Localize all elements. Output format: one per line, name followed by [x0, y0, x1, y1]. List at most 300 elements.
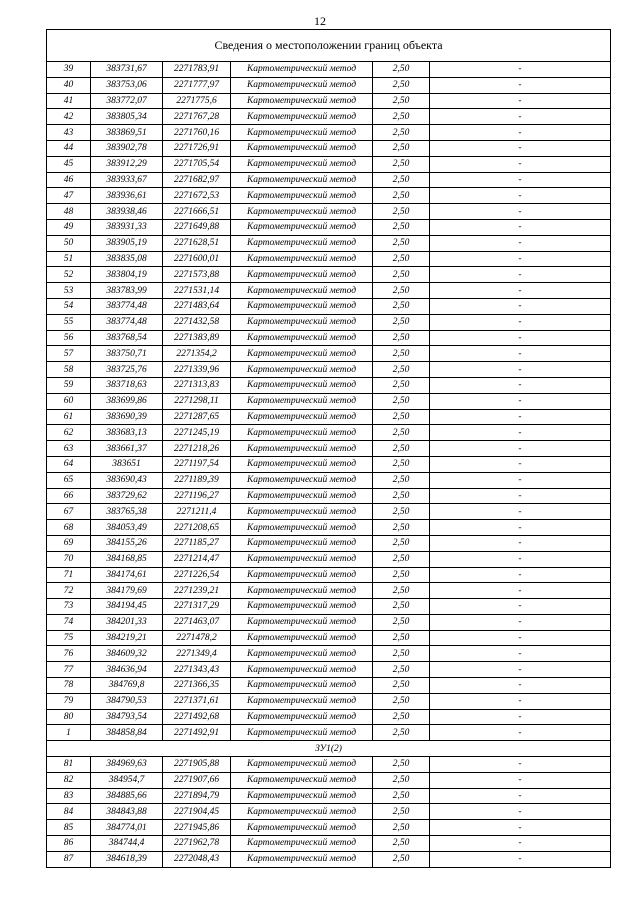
description-cell: - — [430, 267, 611, 283]
y-coordinate-cell: 2271666,51 — [163, 204, 231, 220]
table-row — [47, 172, 611, 188]
accuracy-cell: 2,50 — [373, 204, 430, 220]
y-coordinate-cell: 2271905,88 — [163, 757, 231, 773]
table-row — [47, 362, 611, 378]
table-row — [47, 267, 611, 283]
x-coordinate-cell: 384618,39 — [91, 851, 163, 867]
method-cell: Картометрический метод — [231, 646, 373, 662]
accuracy-cell: 2,50 — [373, 709, 430, 725]
accuracy-cell: 2,50 — [373, 820, 430, 836]
method-cell: Картометрический метод — [231, 362, 373, 378]
point-number-cell: 85 — [47, 820, 91, 836]
y-coordinate-cell: 2271478,2 — [163, 630, 231, 646]
x-coordinate-cell: 383783,99 — [91, 283, 163, 299]
method-cell: Картометрический метод — [231, 314, 373, 330]
x-coordinate-cell: 383774,48 — [91, 314, 163, 330]
method-cell: Картометрический метод — [231, 219, 373, 235]
x-coordinate-cell: 384053,49 — [91, 520, 163, 536]
description-cell: - — [430, 235, 611, 251]
method-cell: Картометрический метод — [231, 204, 373, 220]
point-number-cell: 44 — [47, 140, 91, 156]
accuracy-cell: 2,50 — [373, 362, 430, 378]
description-cell: - — [430, 488, 611, 504]
table-row — [47, 346, 611, 362]
method-cell: Картометрический метод — [231, 662, 373, 678]
table-row — [47, 425, 611, 441]
table-row — [47, 488, 611, 504]
table-row — [47, 788, 611, 804]
table-row — [47, 62, 611, 78]
point-number-cell: 52 — [47, 267, 91, 283]
method-cell: Картометрический метод — [231, 393, 373, 409]
description-cell: - — [430, 851, 611, 867]
table-row — [47, 725, 611, 741]
point-number-cell: 48 — [47, 204, 91, 220]
y-coordinate-cell: 2271775,6 — [163, 93, 231, 109]
method-cell: Картометрический метод — [231, 788, 373, 804]
accuracy-cell: 2,50 — [373, 646, 430, 662]
accuracy-cell: 2,50 — [373, 441, 430, 457]
table-row — [47, 204, 611, 220]
point-number-cell: 67 — [47, 504, 91, 520]
accuracy-cell: 2,50 — [373, 583, 430, 599]
table-row — [47, 77, 611, 93]
point-number-cell: 81 — [47, 757, 91, 773]
description-cell: - — [430, 377, 611, 393]
description-cell: - — [430, 156, 611, 172]
accuracy-cell: 2,50 — [373, 251, 430, 267]
description-cell: - — [430, 62, 611, 78]
description-cell: - — [430, 109, 611, 125]
method-cell: Картометрический метод — [231, 614, 373, 630]
description-cell: - — [430, 251, 611, 267]
y-coordinate-cell: 2271298,11 — [163, 393, 231, 409]
y-coordinate-cell: 2271239,21 — [163, 583, 231, 599]
method-cell: Картометрический метод — [231, 583, 373, 599]
y-coordinate-cell: 2271366,35 — [163, 678, 231, 694]
table-row — [47, 820, 611, 836]
y-coordinate-cell: 2271705,54 — [163, 156, 231, 172]
accuracy-cell: 2,50 — [373, 93, 430, 109]
y-coordinate-cell: 2271317,29 — [163, 599, 231, 615]
description-cell: - — [430, 77, 611, 93]
method-cell: Картометрический метод — [231, 298, 373, 314]
table-row — [47, 456, 611, 472]
description-cell: - — [430, 662, 611, 678]
point-number-cell: 49 — [47, 219, 91, 235]
x-coordinate-cell: 384194,45 — [91, 599, 163, 615]
accuracy-cell: 2,50 — [373, 109, 430, 125]
method-cell: Картометрический метод — [231, 567, 373, 583]
method-cell: Картометрический метод — [231, 409, 373, 425]
x-coordinate-cell: 384744,4 — [91, 836, 163, 852]
description-cell: - — [430, 646, 611, 662]
description-cell: - — [430, 567, 611, 583]
accuracy-cell: 2,50 — [373, 125, 430, 141]
table-row — [47, 314, 611, 330]
y-coordinate-cell: 2271371,61 — [163, 693, 231, 709]
table-row — [47, 93, 611, 109]
y-coordinate-cell: 2271208,65 — [163, 520, 231, 536]
accuracy-cell: 2,50 — [373, 836, 430, 852]
y-coordinate-cell: 2271226,54 — [163, 567, 231, 583]
x-coordinate-cell: 383936,61 — [91, 188, 163, 204]
table-caption: Сведения о местоположении границ объекта — [47, 30, 611, 62]
section-label: ЗУ1(2) — [47, 741, 611, 757]
point-number-cell: 57 — [47, 346, 91, 362]
x-coordinate-cell: 384793,54 — [91, 709, 163, 725]
method-cell: Картометрический метод — [231, 836, 373, 852]
point-number-cell: 62 — [47, 425, 91, 441]
x-coordinate-cell: 383902,78 — [91, 140, 163, 156]
method-cell: Картометрический метод — [231, 172, 373, 188]
point-number-cell: 73 — [47, 599, 91, 615]
x-coordinate-cell: 384769,8 — [91, 678, 163, 694]
y-coordinate-cell: 2271492,68 — [163, 709, 231, 725]
point-number-cell: 46 — [47, 172, 91, 188]
table-caption-row — [47, 30, 611, 62]
x-coordinate-cell: 383725,76 — [91, 362, 163, 378]
point-number-cell: 63 — [47, 441, 91, 457]
accuracy-cell: 2,50 — [373, 630, 430, 646]
x-coordinate-cell: 384954,7 — [91, 772, 163, 788]
accuracy-cell: 2,50 — [373, 298, 430, 314]
table-row — [47, 851, 611, 867]
point-number-cell: 68 — [47, 520, 91, 536]
description-cell: - — [430, 772, 611, 788]
y-coordinate-cell: 2271339,96 — [163, 362, 231, 378]
x-coordinate-cell: 384609,32 — [91, 646, 163, 662]
point-number-cell: 43 — [47, 125, 91, 141]
description-cell: - — [430, 140, 611, 156]
method-cell: Картометрический метод — [231, 804, 373, 820]
method-cell: Картометрический метод — [231, 456, 373, 472]
y-coordinate-cell: 2271313,83 — [163, 377, 231, 393]
point-number-cell: 69 — [47, 535, 91, 551]
description-cell: - — [430, 219, 611, 235]
description-cell: - — [430, 204, 611, 220]
description-cell: - — [430, 298, 611, 314]
table-row — [47, 472, 611, 488]
accuracy-cell: 2,50 — [373, 314, 430, 330]
method-cell: Картометрический метод — [231, 267, 373, 283]
point-number-cell: 1 — [47, 725, 91, 741]
x-coordinate-cell: 383753,06 — [91, 77, 163, 93]
x-coordinate-cell: 384858,84 — [91, 725, 163, 741]
method-cell: Картометрический метод — [231, 93, 373, 109]
accuracy-cell: 2,50 — [373, 472, 430, 488]
y-coordinate-cell: 2271245,19 — [163, 425, 231, 441]
accuracy-cell: 2,50 — [373, 520, 430, 536]
description-cell: - — [430, 441, 611, 457]
y-coordinate-cell: 2271600,01 — [163, 251, 231, 267]
x-coordinate-cell: 383731,67 — [91, 62, 163, 78]
method-cell: Картометрический метод — [231, 472, 373, 488]
point-number-cell: 41 — [47, 93, 91, 109]
description-cell: - — [430, 583, 611, 599]
method-cell: Картометрический метод — [231, 725, 373, 741]
description-cell: - — [430, 804, 611, 820]
method-cell: Картометрический метод — [231, 551, 373, 567]
point-number-cell: 76 — [47, 646, 91, 662]
point-number-cell: 51 — [47, 251, 91, 267]
boundary-table — [46, 29, 611, 868]
table-row — [47, 330, 611, 346]
point-number-cell: 56 — [47, 330, 91, 346]
point-number-cell: 58 — [47, 362, 91, 378]
x-coordinate-cell: 383690,43 — [91, 472, 163, 488]
point-number-cell: 61 — [47, 409, 91, 425]
x-coordinate-cell: 384219,21 — [91, 630, 163, 646]
table-row — [47, 393, 611, 409]
accuracy-cell: 2,50 — [373, 804, 430, 820]
x-coordinate-cell: 384790,53 — [91, 693, 163, 709]
method-cell: Картометрический метод — [231, 125, 373, 141]
point-number-cell: 53 — [47, 283, 91, 299]
accuracy-cell: 2,50 — [373, 156, 430, 172]
point-number-cell: 83 — [47, 788, 91, 804]
x-coordinate-cell: 384179,69 — [91, 583, 163, 599]
accuracy-cell: 2,50 — [373, 330, 430, 346]
y-coordinate-cell: 2271628,51 — [163, 235, 231, 251]
x-coordinate-cell: 384969,63 — [91, 757, 163, 773]
method-cell: Картометрический метод — [231, 599, 373, 615]
table-row — [47, 678, 611, 694]
table-row — [47, 583, 611, 599]
y-coordinate-cell: 2271682,97 — [163, 172, 231, 188]
point-number-cell: 45 — [47, 156, 91, 172]
description-cell: - — [430, 599, 611, 615]
point-number-cell: 77 — [47, 662, 91, 678]
y-coordinate-cell: 2271211,4 — [163, 504, 231, 520]
accuracy-cell: 2,50 — [373, 504, 430, 520]
point-number-cell: 84 — [47, 804, 91, 820]
x-coordinate-cell: 383938,46 — [91, 204, 163, 220]
y-coordinate-cell: 2271354,2 — [163, 346, 231, 362]
point-number-cell: 40 — [47, 77, 91, 93]
accuracy-cell: 2,50 — [373, 283, 430, 299]
description-cell: - — [430, 172, 611, 188]
table-row — [47, 235, 611, 251]
method-cell: Картометрический метод — [231, 62, 373, 78]
x-coordinate-cell: 383772,07 — [91, 93, 163, 109]
table-row — [47, 836, 611, 852]
point-number-cell: 79 — [47, 693, 91, 709]
table-row — [47, 709, 611, 725]
x-coordinate-cell: 383835,08 — [91, 251, 163, 267]
method-cell: Картометрический метод — [231, 678, 373, 694]
description-cell: - — [430, 346, 611, 362]
point-number-cell: 80 — [47, 709, 91, 725]
accuracy-cell: 2,50 — [373, 219, 430, 235]
x-coordinate-cell: 383931,33 — [91, 219, 163, 235]
section-row — [47, 741, 611, 757]
x-coordinate-cell: 383651 — [91, 456, 163, 472]
x-coordinate-cell: 383750,71 — [91, 346, 163, 362]
x-coordinate-cell: 383718,63 — [91, 377, 163, 393]
table-row — [47, 520, 611, 536]
accuracy-cell: 2,50 — [373, 488, 430, 504]
accuracy-cell: 2,50 — [373, 599, 430, 615]
description-cell: - — [430, 504, 611, 520]
y-coordinate-cell: 2271531,14 — [163, 283, 231, 299]
y-coordinate-cell: 2272048,43 — [163, 851, 231, 867]
method-cell: Картометрический метод — [231, 235, 373, 251]
description-cell: - — [430, 520, 611, 536]
y-coordinate-cell: 2271783,91 — [163, 62, 231, 78]
accuracy-cell: 2,50 — [373, 678, 430, 694]
description-cell: - — [430, 125, 611, 141]
description-cell: - — [430, 330, 611, 346]
x-coordinate-cell: 383765,38 — [91, 504, 163, 520]
description-cell: - — [430, 614, 611, 630]
description-cell: - — [430, 188, 611, 204]
method-cell: Картометрический метод — [231, 520, 373, 536]
method-cell: Картометрический метод — [231, 693, 373, 709]
accuracy-cell: 2,50 — [373, 693, 430, 709]
point-number-cell: 59 — [47, 377, 91, 393]
description-cell: - — [430, 93, 611, 109]
accuracy-cell: 2,50 — [373, 346, 430, 362]
table-row — [47, 772, 611, 788]
y-coordinate-cell: 2271343,43 — [163, 662, 231, 678]
y-coordinate-cell: 2271463,07 — [163, 614, 231, 630]
point-number-cell: 47 — [47, 188, 91, 204]
point-number-cell: 75 — [47, 630, 91, 646]
accuracy-cell: 2,50 — [373, 172, 430, 188]
x-coordinate-cell: 384636,94 — [91, 662, 163, 678]
x-coordinate-cell: 384168,85 — [91, 551, 163, 567]
accuracy-cell: 2,50 — [373, 725, 430, 741]
description-cell: - — [430, 393, 611, 409]
table-row — [47, 156, 611, 172]
table-row — [47, 251, 611, 267]
x-coordinate-cell: 383774,48 — [91, 298, 163, 314]
accuracy-cell: 2,50 — [373, 377, 430, 393]
table-row — [47, 693, 611, 709]
accuracy-cell: 2,50 — [373, 551, 430, 567]
method-cell: Картометрический метод — [231, 377, 373, 393]
accuracy-cell: 2,50 — [373, 409, 430, 425]
description-cell: - — [430, 836, 611, 852]
y-coordinate-cell: 2271196,27 — [163, 488, 231, 504]
y-coordinate-cell: 2271483,64 — [163, 298, 231, 314]
description-cell: - — [430, 725, 611, 741]
description-cell: - — [430, 314, 611, 330]
y-coordinate-cell: 2271287,65 — [163, 409, 231, 425]
point-number-cell: 64 — [47, 456, 91, 472]
y-coordinate-cell: 2271726,91 — [163, 140, 231, 156]
y-coordinate-cell: 2271894,79 — [163, 788, 231, 804]
description-cell: - — [430, 709, 611, 725]
x-coordinate-cell: 383905,19 — [91, 235, 163, 251]
table-row — [47, 188, 611, 204]
x-coordinate-cell: 384174,61 — [91, 567, 163, 583]
method-cell: Картометрический метод — [231, 504, 373, 520]
x-coordinate-cell: 384155,26 — [91, 535, 163, 551]
y-coordinate-cell: 2271649,88 — [163, 219, 231, 235]
description-cell: - — [430, 425, 611, 441]
accuracy-cell: 2,50 — [373, 235, 430, 251]
y-coordinate-cell: 2271672,53 — [163, 188, 231, 204]
accuracy-cell: 2,50 — [373, 662, 430, 678]
table-row — [47, 804, 611, 820]
description-cell: - — [430, 757, 611, 773]
accuracy-cell: 2,50 — [373, 614, 430, 630]
method-cell: Картометрический метод — [231, 772, 373, 788]
table-row — [47, 125, 611, 141]
x-coordinate-cell: 384885,66 — [91, 788, 163, 804]
table-row — [47, 646, 611, 662]
accuracy-cell: 2,50 — [373, 772, 430, 788]
x-coordinate-cell: 383729,62 — [91, 488, 163, 504]
table-row — [47, 662, 611, 678]
x-coordinate-cell: 383683,13 — [91, 425, 163, 441]
point-number-cell: 74 — [47, 614, 91, 630]
description-cell: - — [430, 409, 611, 425]
method-cell: Картометрический метод — [231, 441, 373, 457]
point-number-cell: 55 — [47, 314, 91, 330]
y-coordinate-cell: 2271218,26 — [163, 441, 231, 457]
point-number-cell: 39 — [47, 62, 91, 78]
table-row — [47, 140, 611, 156]
x-coordinate-cell: 383804,19 — [91, 267, 163, 283]
point-number-cell: 66 — [47, 488, 91, 504]
method-cell: Картометрический метод — [231, 251, 373, 267]
method-cell: Картометрический метод — [231, 709, 373, 725]
accuracy-cell: 2,50 — [373, 393, 430, 409]
description-cell: - — [430, 678, 611, 694]
y-coordinate-cell: 2271907,66 — [163, 772, 231, 788]
accuracy-cell: 2,50 — [373, 77, 430, 93]
method-cell: Картометрический метод — [231, 109, 373, 125]
accuracy-cell: 2,50 — [373, 851, 430, 867]
accuracy-cell: 2,50 — [373, 425, 430, 441]
x-coordinate-cell: 384201,33 — [91, 614, 163, 630]
method-cell: Картометрический метод — [231, 156, 373, 172]
x-coordinate-cell: 384774,01 — [91, 820, 163, 836]
point-number-cell: 86 — [47, 836, 91, 852]
x-coordinate-cell: 383933,67 — [91, 172, 163, 188]
y-coordinate-cell: 2271573,88 — [163, 267, 231, 283]
point-number-cell: 70 — [47, 551, 91, 567]
y-coordinate-cell: 2271777,97 — [163, 77, 231, 93]
method-cell: Картометрический метод — [231, 630, 373, 646]
method-cell: Картометрический метод — [231, 851, 373, 867]
table-row — [47, 219, 611, 235]
y-coordinate-cell: 2271383,89 — [163, 330, 231, 346]
y-coordinate-cell: 2271189,39 — [163, 472, 231, 488]
accuracy-cell: 2,50 — [373, 267, 430, 283]
method-cell: Картометрический метод — [231, 488, 373, 504]
point-number-cell: 54 — [47, 298, 91, 314]
table-row — [47, 377, 611, 393]
method-cell: Картометрический метод — [231, 346, 373, 362]
x-coordinate-cell: 383869,51 — [91, 125, 163, 141]
method-cell: Картометрический метод — [231, 140, 373, 156]
method-cell: Картометрический метод — [231, 77, 373, 93]
method-cell: Картометрический метод — [231, 283, 373, 299]
description-cell: - — [430, 820, 611, 836]
y-coordinate-cell: 2271767,28 — [163, 109, 231, 125]
y-coordinate-cell: 2271962,78 — [163, 836, 231, 852]
table-row — [47, 535, 611, 551]
description-cell: - — [430, 630, 611, 646]
point-number-cell: 82 — [47, 772, 91, 788]
table-row — [47, 599, 611, 615]
accuracy-cell: 2,50 — [373, 456, 430, 472]
x-coordinate-cell: 383699,86 — [91, 393, 163, 409]
